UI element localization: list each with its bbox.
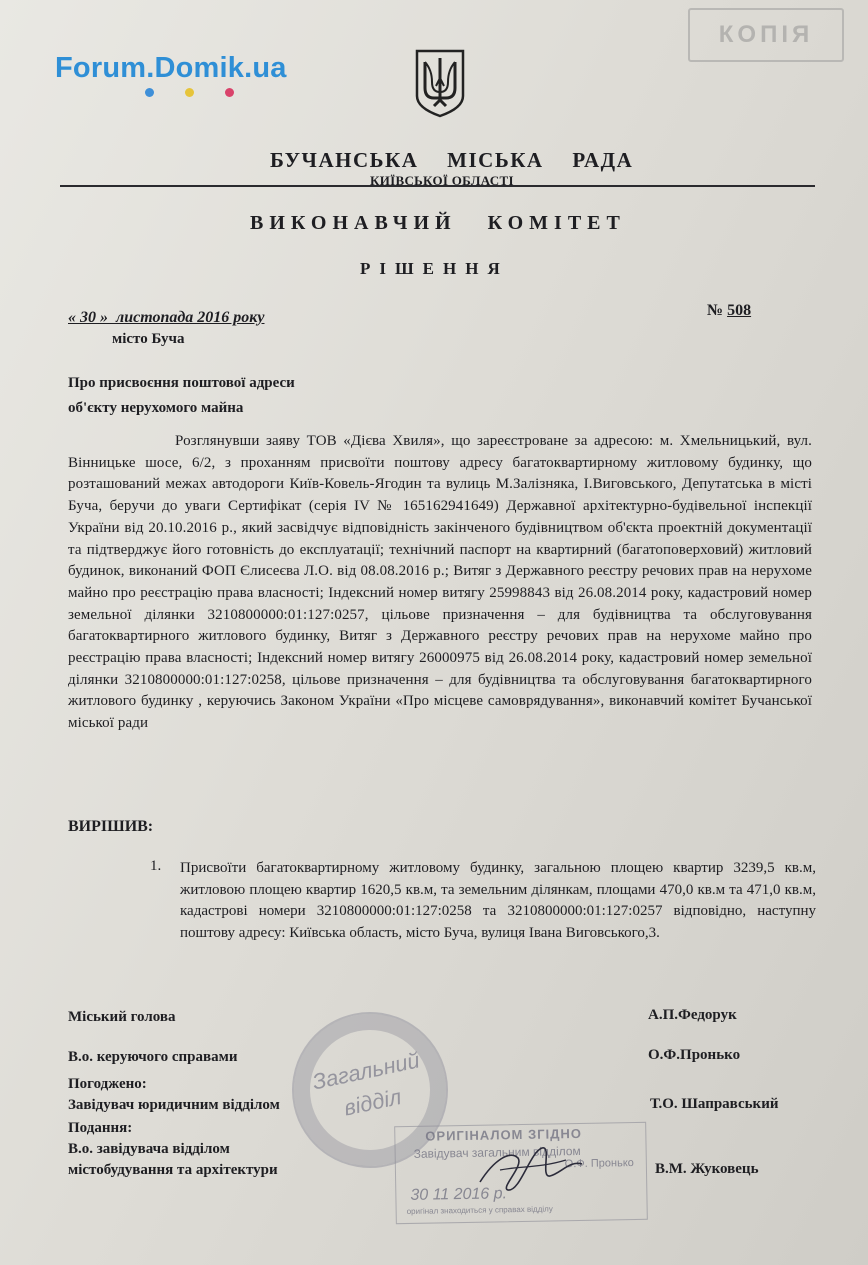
trident-coat-of-arms-icon <box>414 48 466 118</box>
header-divider <box>60 185 815 187</box>
urban-role-line-2: містобудування та архітектури <box>68 1162 278 1178</box>
decision-number <box>707 302 751 320</box>
item-number: 1. <box>150 858 162 874</box>
urban-role-line-1: В.о. завідувача відділом <box>68 1141 230 1157</box>
certified-stamp-line-3: О.Ф. Пронько <box>564 1157 634 1171</box>
decision-subject <box>68 371 295 421</box>
certified-stamp-line-2: Завідувач загальним відділом <box>413 1143 581 1161</box>
urban-name: В.М. Жуковець <box>655 1161 759 1177</box>
item-text: Присвоїти багатоквартирному житловому будинку, загальною площею квартир 3239,5 кв.м, житловою площею квартир 1620,5 кв.м, та земельним ділянкам, площами 470,0 кв.м та 471,0 кв.м, кадастрові номери 3210800000:01:127:0258 та 3210800000:01:127:0257 відповідно, наступну поштову адресу: Київська область, місто Буча, вулиця Івана Виговського,3. <box>180 860 816 942</box>
number-value: 508 <box>727 302 752 319</box>
agreed-label: Погоджено: <box>68 1076 147 1092</box>
copy-stamp: КОПІЯ <box>688 8 844 62</box>
council-title: БУЧАНСЬКА МІСЬКА РАДА <box>270 148 634 172</box>
certified-stamp-line-1: ОРИГІНАЛОМ ЗГІДНО <box>425 1125 583 1144</box>
submitted-label: Подання: <box>68 1120 133 1136</box>
region-title: КИЇВСЬКОЇ ОБЛАСТІ <box>370 173 514 188</box>
certified-stamp-footer: оригінал знаходиться у справах відділу <box>406 1204 553 1217</box>
watermark-dot-red <box>225 88 234 97</box>
decision-body: Розглянувши заяву ТОВ «Дієва Хвиля», що зареєстроване за адресою: м. Хмельницький, вул. Вінницьке шосе, 6/2, з проханням присвоїти поштову адресу багатоквартирному житловому будинку, що розташований межах автодороги Київ-Ковель-Ягодин та вулиць М.Залізняка, І.Виговського, Депутатська в місті Буча, беручи до уваги Сертифікат (серія IV № 165162941649) Державної архітектурно-будівельної інспекції України від 20.10.2016 р., який засвідчує відповідність закінченого будівництвом об'єкта проектній документації та підтверджує його готовність до експлуатації; технічний паспорт на квартирний (багатоповерховий) житловий будинок, виконаний ФОП Єлисеєва Л.О. від 08.08.2016 р.; Витяг з Державного реєстру речових прав на нерухоме майно про реєстрацію права власності; Індексний номер витягу 25998843 від 26.08.2014 року, кадастровий номер земельної ділянки 3210800000:01:127:0257, цільове призначення – для будівництва та обслуговування багатоквартирного житлового будинку, Витяг з Державного реєстру речових прав на нерухоме майно про реєстрацію права власності; Індексний номер витягу 26000975 від 26.08.2014 року, кадастровий номер земельної ділянки 3210800000:01:127:0258, цільове призначення – для будівництва та обслуговування багатоквартирного житлового будинку , керуючись Законом України «Про місцеве самоврядування», виконавчий комітет Бучанської міської ради <box>68 433 812 732</box>
watermark-dots <box>145 88 245 100</box>
subject-line-2: об'єкту нерухомого майна <box>68 400 244 416</box>
mayor-role: Міський голова <box>68 1009 176 1025</box>
forum-watermark: Forum.Domik.ua <box>55 52 287 84</box>
number-prefix: № <box>707 302 728 319</box>
resolved-label: ВИРІШИВ: <box>68 818 154 835</box>
affairs-role: В.о. керуючого справами <box>68 1049 238 1065</box>
mayor-name: А.П.Федорук <box>648 1007 737 1023</box>
city-name: місто Буча <box>112 331 185 347</box>
committee-title: ВИКОНАВЧИЙ КОМІТЕТ <box>250 212 626 234</box>
handwritten-signature <box>470 1130 590 1200</box>
decision-date: « 30 » листопада 2016 року <box>68 309 265 326</box>
affairs-name: О.Ф.Пронько <box>648 1047 741 1063</box>
certified-stamp-date: 30 11 2016 р. <box>410 1185 508 1204</box>
watermark-dot-blue <box>145 88 154 97</box>
legal-role: Завідувач юридичним відділом <box>68 1097 280 1113</box>
subject-line-1: Про присвоєння поштової адреси <box>68 375 295 391</box>
round-stamp-line-1: Загальний <box>310 1047 422 1095</box>
document-type: РІШЕННЯ <box>360 259 509 278</box>
round-stamp-line-2: відділ <box>341 1083 404 1121</box>
legal-name: Т.О. Шаправський <box>650 1096 779 1112</box>
watermark-dot-yellow <box>185 88 194 97</box>
